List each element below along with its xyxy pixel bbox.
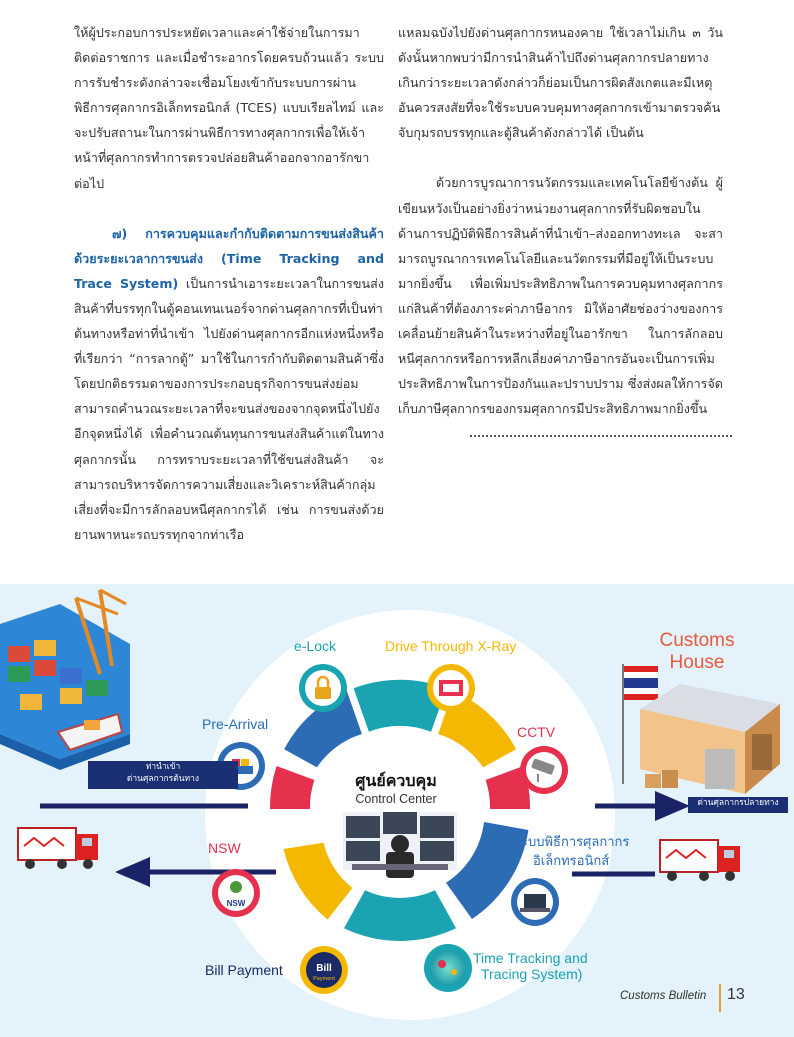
footer-divider xyxy=(719,984,721,1012)
customs-house-title: Customs House xyxy=(659,630,735,673)
control-room-illustration xyxy=(343,812,457,878)
import-tag-line2: ด่านศุลกากรต้นทาง xyxy=(126,774,200,784)
nsw-icon xyxy=(212,869,260,917)
label-billpayment: Bill Payment xyxy=(205,962,283,978)
section-heading: ๗) การควบคุมและกำกับติดตามการขนส่งสินค้าด้วยระยะเวลาการขนส่ง (Time Tracking and Trace System) xyxy=(74,225,384,291)
computer-icon xyxy=(511,878,559,926)
xray-icon xyxy=(427,664,475,712)
label-ecustoms-line1: ระบบพิธีการศุลกากร xyxy=(514,835,630,850)
section-7 xyxy=(74,221,384,547)
truck-left xyxy=(18,828,98,869)
paragraph-payment: ให้ผู้ประกอบการประหยัดเวลาและค่าใช้จ่ายในการมาติดต่อราชการ และเมื่อชำระอากรโดยครบถ้วนแล้ว ระบบการรับชำระดังกล่าวจะเชื่อมโยงเข้ากับระบบการผ่านพิธีการศุลกากรอิเล็กทรอนิกส์ (TCES) แบบเรียลไทม์ และจะปรับสถานะในการผ่านพิธีการทางศุลกากรเพื่อให้เจ้าหน้าที่ศุลกากรทำการตรวจปล่อยสินค้าออกจากอารักขาต่อไป xyxy=(74,25,384,191)
label-tracking-line2: Tracing System) xyxy=(481,966,583,982)
label-nsw: NSW xyxy=(208,840,241,856)
section-body: เป็นการนำเอาระยะเวลาในการขนส่งสินค้าที่บรรทุกในตู้คอนเทนเนอร์จากด่านศุลกากรที่เป็นท่าต้นทางหรือท่าที่นำเข้า ไปยังด่านศุลกากรอีกแห่งหนึ่งหรือที่เรียกว่า “การลากตู้” มาใช้ในการกำกับติดตามสินค้าซึ่งโดยปกติธรรมดาของการประกอบธุรกิจการขนส่งย่อมสามารถคำนวณระยะเวลาที่จะขนส่งของจากจุดหนึ่งไปยังอีกจุดหนึ่งได้ เพื่อคำนวณต้นทุนการขนส่งสินค้าแต่ในทางศุลกากรนั้น การทราบระยะเวลาที่ใช้ขนส่งสินค้า จะสามารถบริหารจัดการความเสี่ยงและวิเคราะห์สินค้ากลุ่มเสี่ยงที่จะมีการลักลอบหนีศุลกากรได้ เช่น การขนส่งด้วยยานพาหนะรถบรรทุกจากท่าเรือ xyxy=(74,275,384,542)
customs-house-illustration xyxy=(623,664,780,794)
article-left-column xyxy=(74,20,384,547)
publication-name: Customs Bulletin xyxy=(620,990,707,1002)
import-tag-line1: ท่านำเข้า xyxy=(145,762,181,772)
seaport-illustration xyxy=(0,590,130,770)
label-cctv: CCTV xyxy=(517,724,556,740)
paragraph-conclusion: ด้วยการบูรณาการนวัตกรรมและเทคโนโลยีข้างต้น ผู้เขียนหวังเป็นอย่างยิ่งว่าหน่วยงานศุลกากรที่รับผิดชอบในด้านการปฏิบัติพิธีการสินค้าที่นำเข้า–ส่งออกทางทะเล จะสามารถบูรณาการเทคโนโลยีและนวัตกรรมที่มีอยู่ให้เป็นระบบมากยิ่งขึ้น เพื่อเพิ่มประสิทธิภาพในการควบคุมทางศุลกากรแก่สินค้าที่ต้องภาระค่าภาษีอากร มิให้อาศัยช่องว่างของการเคลื่อนย้ายสินค้าในระหว่างที่อยู่ในอารักขา ในการลักลอบหนีศุลกากรหรือการหลีกเลี่ยงค่าภาษีอากรอันจะเป็นการเพิ่มประสิทธิภาพในการป้องกันและปราบปราม ซึ่งส่งผลให้การจัดเก็บภาษีศุลกากรของกรมศุลกากรมีประสิทธิภาพมากยิ่งขึ้น xyxy=(398,175,723,417)
label-tracking-line1: Time Tracking and xyxy=(473,950,588,966)
bill-badge-big: Bill xyxy=(316,963,332,974)
label-prearrival: Pre-Arrival xyxy=(202,716,269,732)
center-title: ศูนย์ควบคุม xyxy=(355,771,437,790)
tracking-icon xyxy=(424,944,472,992)
process-ring xyxy=(270,680,530,941)
import-port-tag xyxy=(88,761,238,789)
bill-badge-small: Payment xyxy=(313,976,335,982)
label-ecustoms-line2: อิเล็กทรอนิกส์ xyxy=(533,854,610,869)
center-subtitle: Control Center xyxy=(355,792,437,806)
truck-right xyxy=(660,840,740,881)
cctv-icon xyxy=(520,746,568,794)
label-elock: e-Lock xyxy=(294,638,337,654)
page-number: 13 xyxy=(727,986,745,1003)
destination-tag: ด่านศุลกากรปลายทาง xyxy=(688,797,788,813)
article-right-column xyxy=(398,20,723,437)
paragraph-continuation: แหลมฉบังไปยังด่านศุลกากรหนองคาย ใช้เวลาไม่เกิน ๓ วัน ดังนั้นหากพบว่ามีการนำสินค้าไปถึงด่านศุลกากรปลายทางเกินกว่าระยะเวลาดังกล่าวก็ย่อมเป็นการผิดสังเกตและมีเหตุอันควรสงสัยที่จะใช้ระบบควบคุมทางศุลกากรเข้ามาตรวจค้นจับกุมรถบรรทุกและตู้สินค้าดังกล่าวได้ เป็นต้น xyxy=(398,25,723,141)
end-divider xyxy=(470,435,732,437)
nsw-badge: NSW xyxy=(226,899,246,908)
elock-icon xyxy=(299,664,347,712)
label-xray: Drive Through X-Ray xyxy=(385,638,517,654)
